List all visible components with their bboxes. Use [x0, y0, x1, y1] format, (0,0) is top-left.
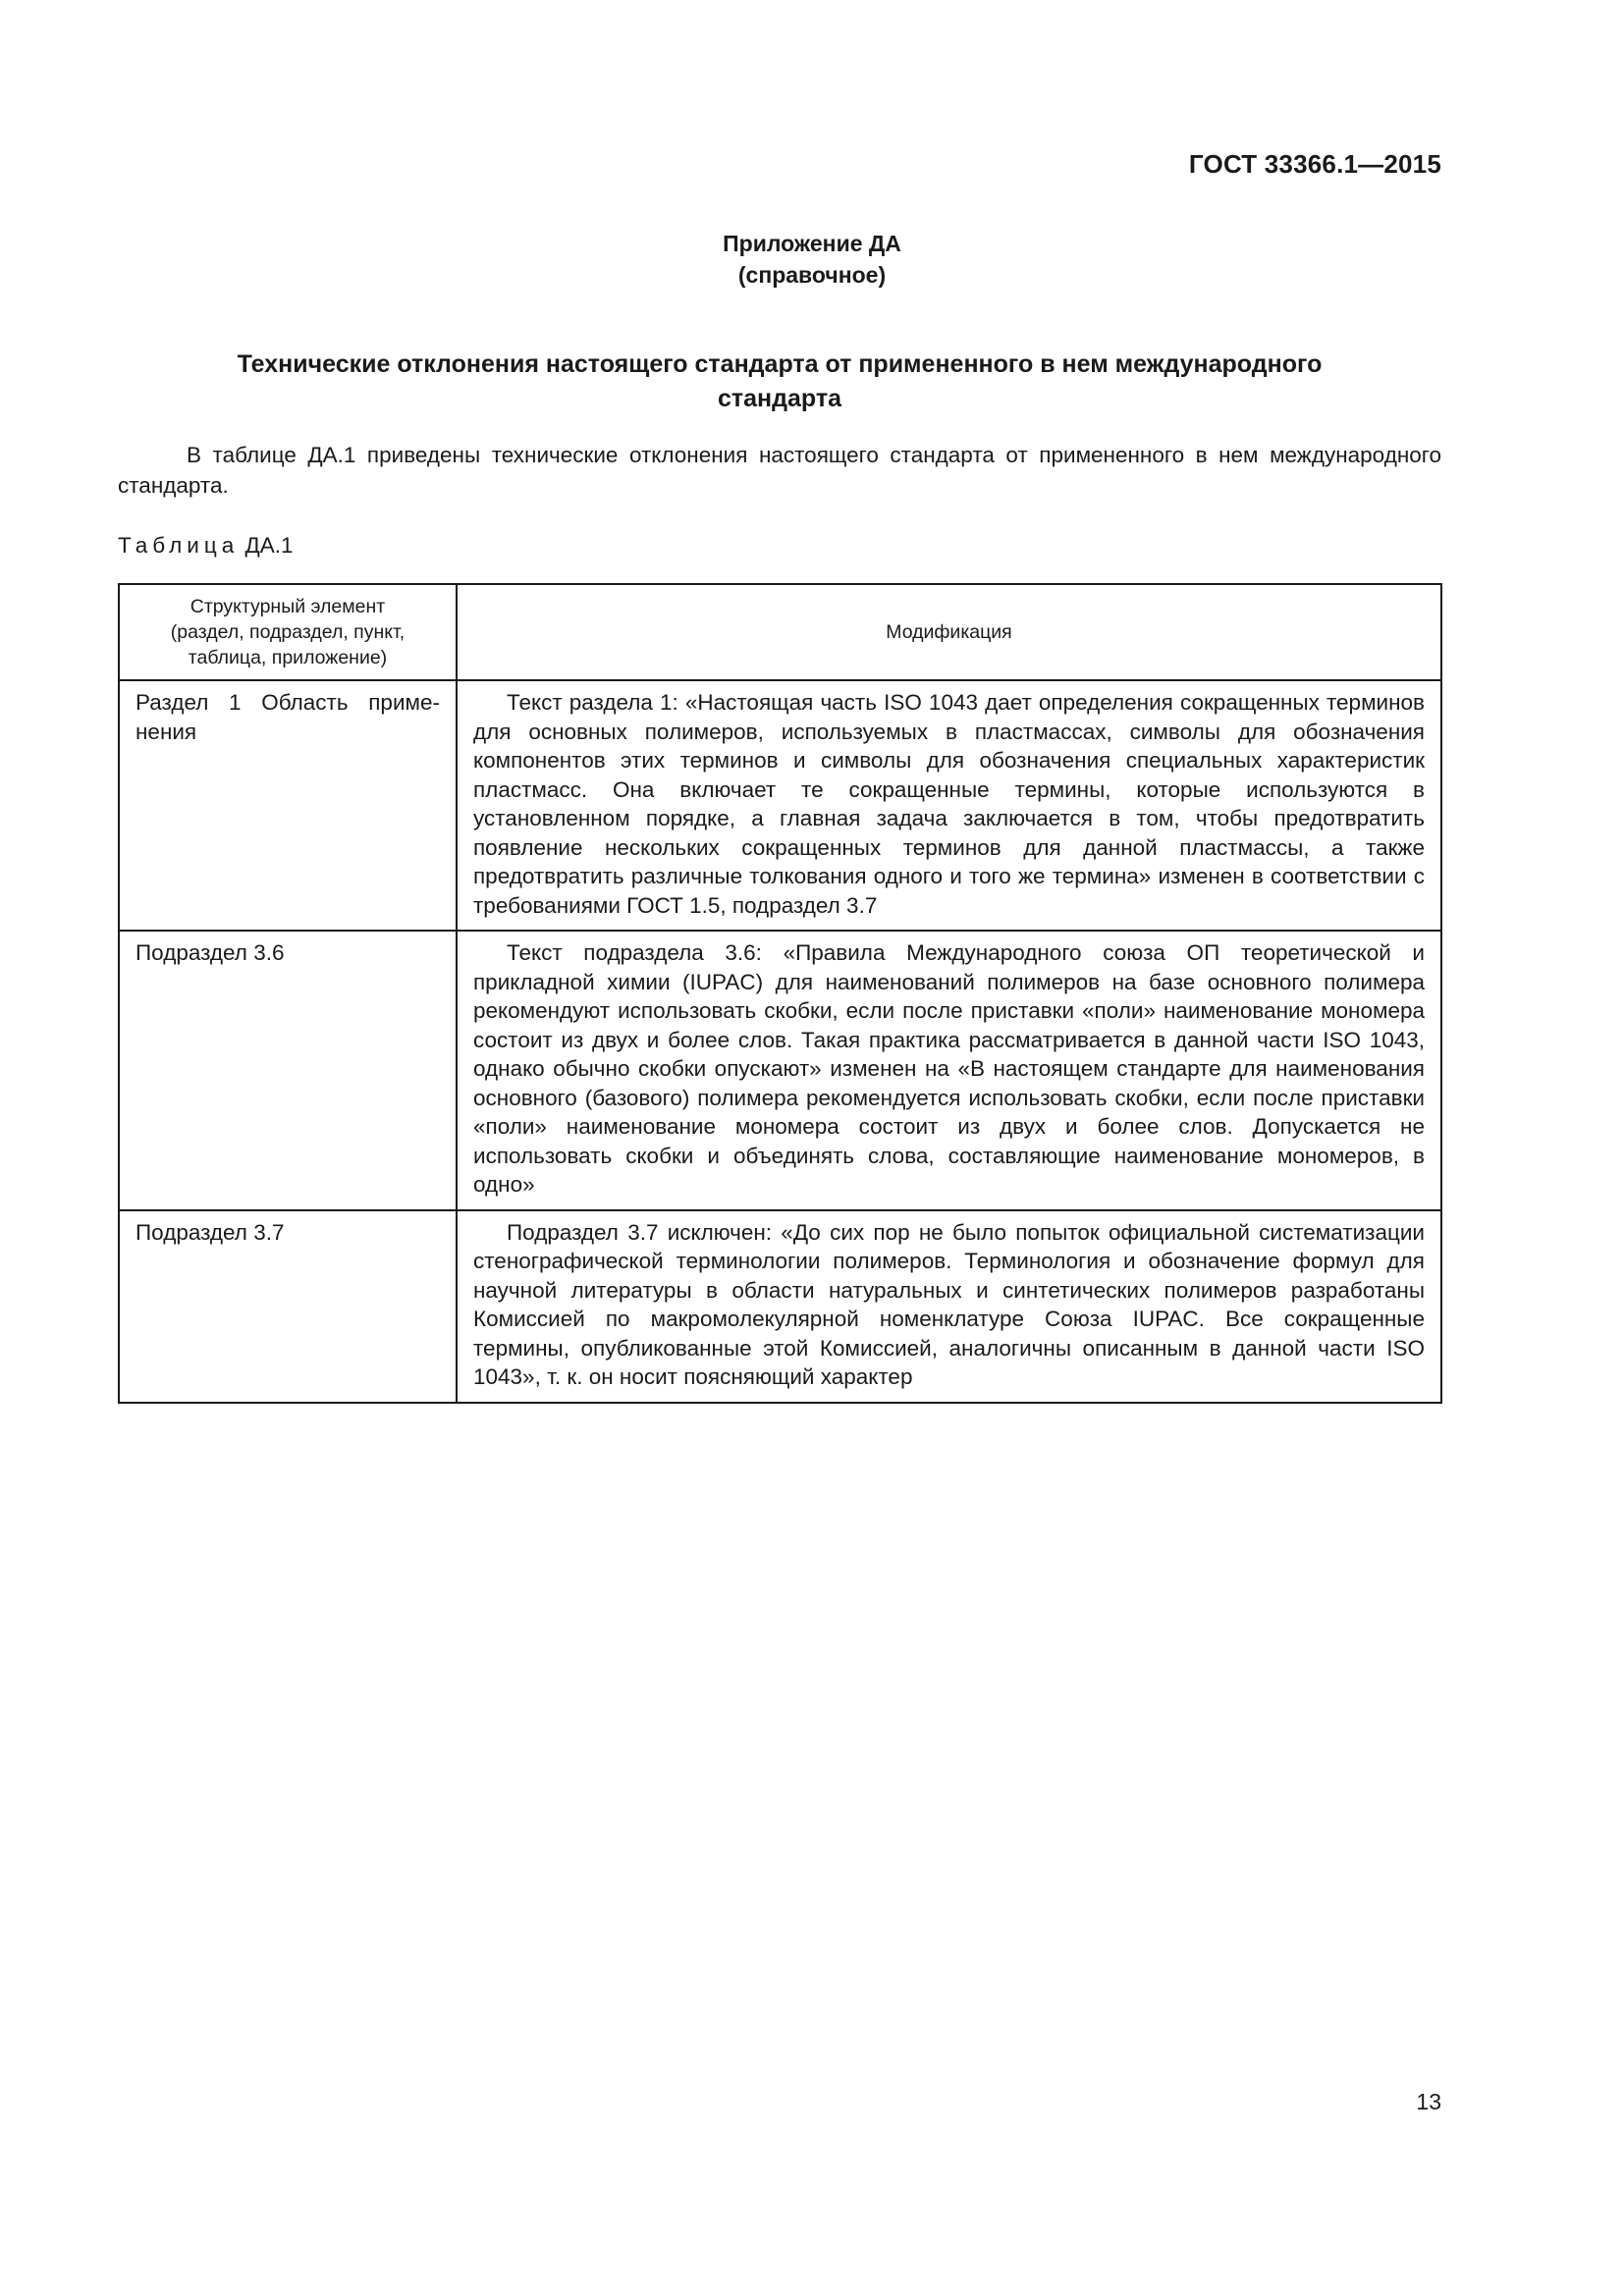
section-title-line-2: стандарта [717, 385, 841, 412]
table-caption-number: ДА.1 [244, 533, 294, 558]
row-modification-cell: Подраздел 3.7 исключен: «До сих пор не было попыток официальной систематизации стенографической терминологии полимеров. Терминология и обозначение формул для научной литературы в области натуральных и синтетических полимеров разработаны Комиссией по макромолекулярной номенклатуре Союза IUPAC. Все сокращенные термины, опубликованные этой Комиссией, аналогичны описанным в данной части ISO 1043», т. к. он носит поясняющий характер [457, 1210, 1441, 1403]
section-title-line-1: Технические отклонения настоящего стандарта от примененного в нем международного [237, 350, 1323, 378]
header-element-line-3: таблица, приложение) [188, 646, 388, 668]
row-element-cell: Подраздел 3.6 [119, 931, 457, 1210]
page-number: 13 [1416, 2089, 1441, 2114]
intro-paragraph: В таблице ДА.1 приведены технические отклонения настоящего стандарта от примененного в нем международного стандарта. [118, 443, 1441, 498]
table-caption-word: Таблица [118, 533, 240, 558]
table-row [119, 680, 1441, 931]
table-row [119, 1210, 1441, 1403]
header-modification: Модификация [457, 584, 1441, 680]
annex-heading [0, 228, 1624, 291]
row-modification-cell: Текст подраздела 3.6: «Правила Международного союза ОП теоретической и прикладной химии (IUPAC) для наименований полимеров на базе основного полимера рекомендуют использовать скобки, если после приставки «поли» наименование мономера состоит из двух и более слов. Такая практика рассматривается в данной части ISO 1043, однако обычно скобки опускают» изменен на «В настоящем стандарте для наименования основного (базового) полимера рекомендуется использовать скобки, если после приставки «поли» наименование мономера состоит из двух и более слов. Допускается не использовать скобки и объединять слова, составляющие наименование мономеров, в одно» [457, 931, 1441, 1210]
table-row [119, 931, 1441, 1210]
table-header-row [119, 584, 1441, 680]
row-element-cell: Раздел 1 Область применения [119, 680, 457, 931]
annex-title: Приложение ДА [723, 231, 901, 256]
document-code: ГОСТ 33366.1—2015 [1188, 149, 1441, 179]
row-element-cell: Подраздел 3.7 [119, 1210, 457, 1403]
deviations-table [118, 583, 1442, 1404]
header-element-line-1: Структурный элемент [189, 595, 386, 617]
row-modification-cell: Текст раздела 1: «Настоящая часть ISO 1043 дает определения сокращенных терминов для основных полимеров, используемых в пластмассах, символы для обозначения компонентов этих терминов и символы для обозначения специальных характеристик пластмасс. Она включает те сокращенные термины, которые используются в установленном порядке, а главная задача заключается в том, чтобы предотвратить появление нескольких сокращенных терминов для данной пластмассы, а также предотвратить различные толкования одного и того же термина» изменен в соответствии с требованиями ГОСТ 1.5, подраздел 3.7 [457, 680, 1441, 931]
section-title [118, 347, 1441, 416]
table-caption [118, 533, 294, 559]
annex-subtitle: (справочное) [737, 262, 887, 288]
header-structural-element [119, 584, 457, 680]
header-element-line-2: (раздел, подраздел, пункт, [170, 620, 406, 643]
